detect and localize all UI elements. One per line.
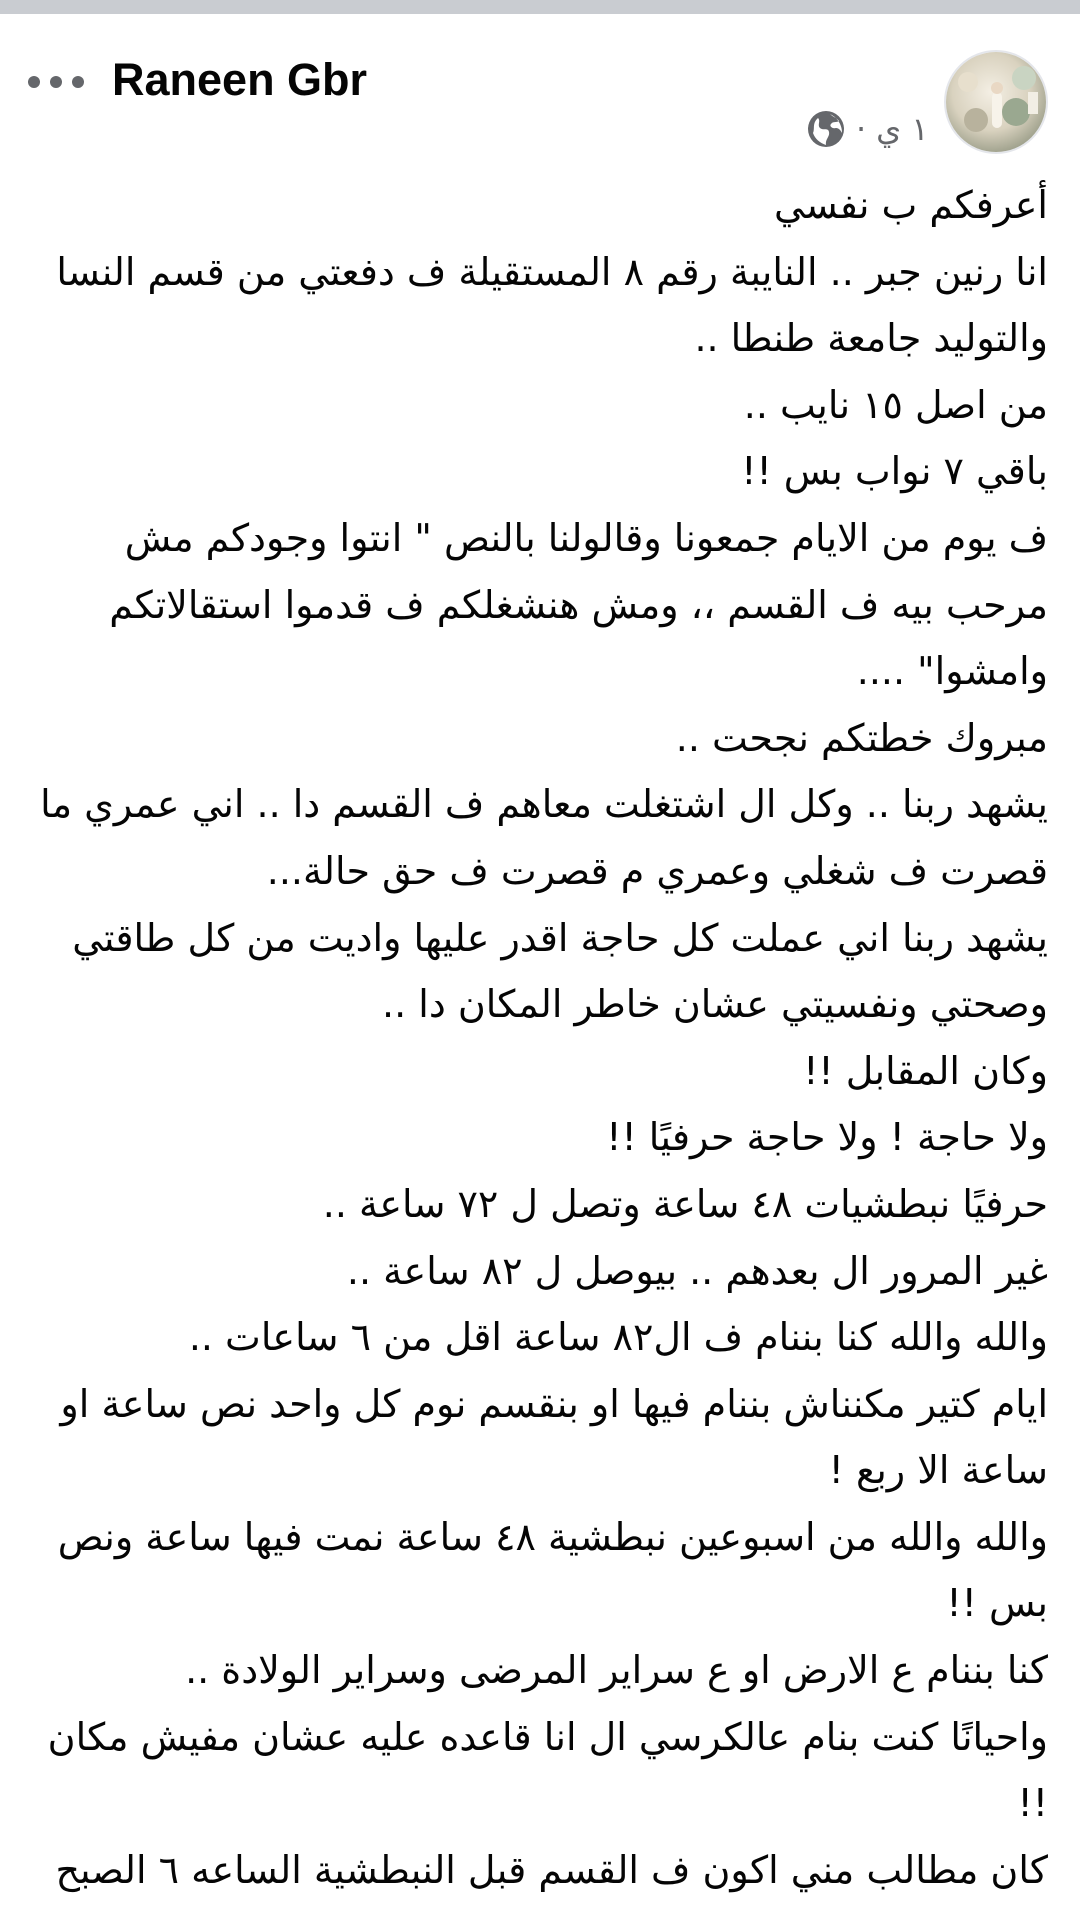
post-paragraph: والله والله كنا بننام ف ال٨٢ ساعة اقل من ٦ ساعات .. — [188, 1315, 1048, 1360]
meta-separator: · — [856, 110, 867, 148]
post-paragraph: ف يوم من الايام جمعونا وقالولنا بالنص " انتوا وجودكم مش مرحب بيه ف القسم ،، ومش هنشغلكم ف قدموا استقالاتكم وامشوا" .... — [109, 515, 1048, 694]
post-timestamp[interactable]: ١ ي — [876, 110, 929, 148]
top-divider — [0, 0, 1080, 14]
more-dots-icon — [72, 76, 84, 88]
more-options-button[interactable] — [28, 64, 84, 100]
post-paragraph: أعرفكم ب نفسي — [774, 183, 1048, 227]
post-header — [0, 14, 1080, 164]
globe-icon[interactable] — [806, 109, 846, 149]
post-paragraph: كنا بننام ع الارض او ع سراير المرضى وسراير الولادة .. — [185, 1648, 1048, 1693]
post-paragraph: من اصل ١٥ نايب .. — [743, 382, 1048, 427]
post-text — [30, 172, 1048, 1903]
author-avatar[interactable] — [944, 50, 1048, 154]
more-dots-icon — [50, 76, 62, 88]
post-paragraph: يشهد ربنا .. وكل ال اشتغلت معاهم ف القسم دا .. اني عمري ما قصرت ف شغلي وعمري م قصرت ف حق حالة... — [40, 782, 1048, 893]
post-paragraph: وكان المقابل !! — [803, 1048, 1048, 1093]
post-paragraph: مبروك خطتكم نجحت .. — [675, 715, 1048, 760]
post-paragraph: ولا حاجة ! ولا حاجة حرفيًا !! — [606, 1115, 1048, 1160]
post-paragraph: واحيانًا كنت بنام عالكرسي ال انا قاعده عليه عشان مفيش مكان !! — [47, 1714, 1048, 1826]
post-paragraph: يشهد ربنا اني عملت كل حاجة اقدر عليها واديت من كل طاقتي وصحتي ونفسيتي عشان خاطر المكان دا .. — [72, 915, 1048, 1027]
more-dots-icon — [28, 76, 40, 88]
post-paragraph: انا رنين جبر .. النايبة رقم ٨ المستقيلة ف دفعتي من قسم النسا والتوليد جامعة طنطا .. — [56, 249, 1048, 361]
author-name[interactable]: Raneen Gbr — [112, 54, 368, 105]
post-paragraph: ايام كتير مكنناش بننام فيها او بنقسم نوم كل واحد نص ساعة او ساعة الا ربع ! — [60, 1381, 1048, 1493]
post-paragraph: والله والله من اسبوعين نبطشية ٤٨ ساعة نمت فيها ساعة ونص بس !! — [57, 1514, 1048, 1626]
post-paragraph: غير المرور ال بعدهم .. بيوصل ل ٨٢ ساعة .. — [346, 1248, 1048, 1293]
post-paragraph: حرفيًا نبطشيات ٤٨ ساعة وتصل ل ٧٢ ساعة .. — [322, 1181, 1048, 1226]
post-paragraph: كان مطالب مني اكون ف القسم قبل النبطشية الساعه ٦ الصبح — [55, 1847, 1048, 1892]
post-paragraph: باقي ٧ نواب بس !! — [741, 449, 1048, 494]
post-meta — [806, 106, 929, 152]
